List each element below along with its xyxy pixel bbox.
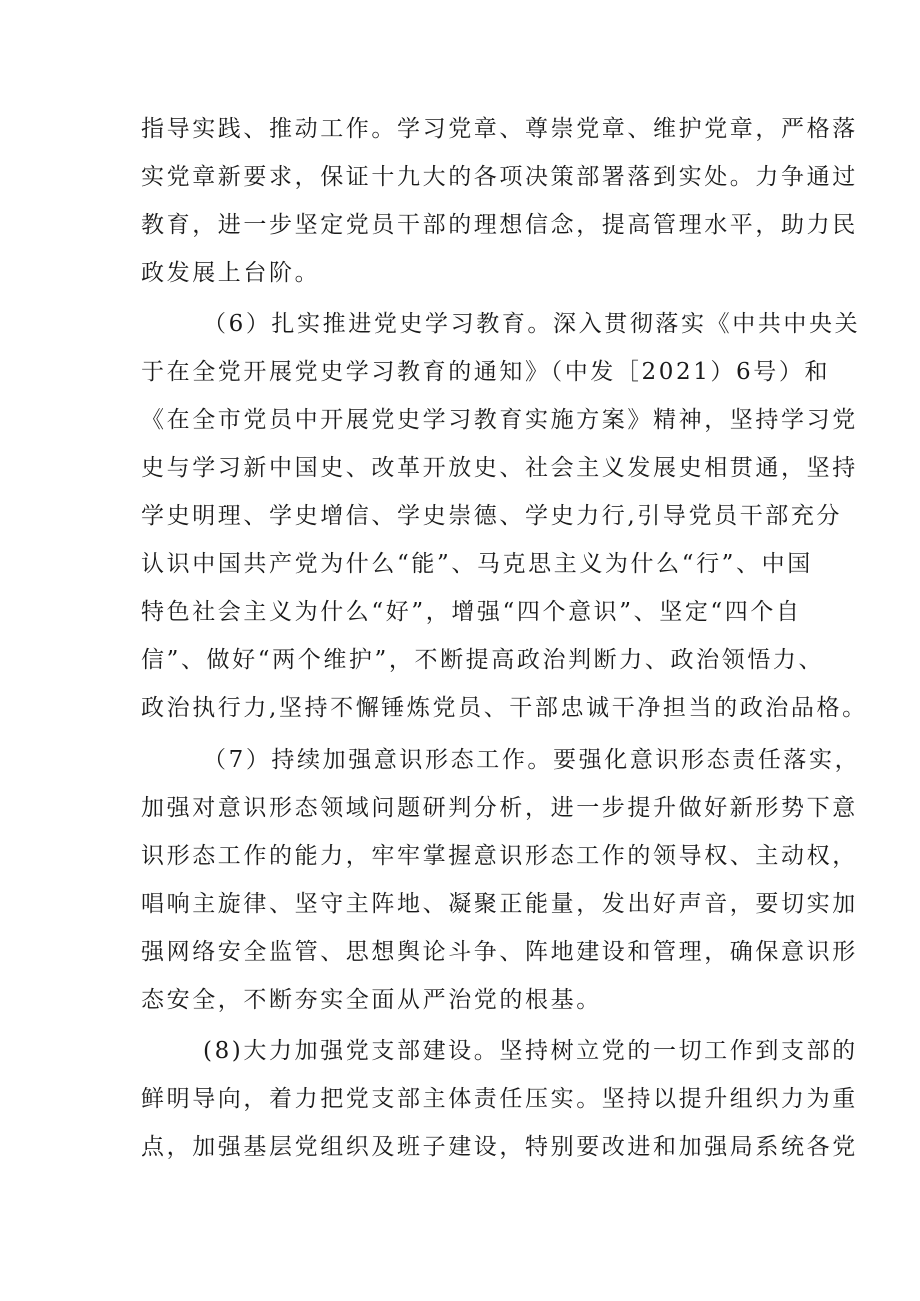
paragraph-8-line-1: (8)大力加强党支部建设。坚持树立党的一切工作到支部的 [203,1038,858,1064]
paragraph-7-line-4: 唱响主旋律、坚守主阵地、凝聚正能量，发出好声音，要切实加 [141,891,858,917]
paragraph-6-line-3: 《在全市党员中开展党史学习教育实施方案》精神，坚持学习党 [141,407,858,433]
paragraph-8-line-2: 鲜明导向，着力把党支部主体责任压实。坚持以提升组织力为重 [141,1086,858,1112]
paragraph-7-line-5: 强网络安全监管、思想舆论斗争、阵地建设和管理，确保意识形 [141,939,858,965]
paragraph-7-line-1: （7）持续加强意识形态工作。要强化意识形态责任落实， [203,747,861,773]
paragraph-6-line-4: 史与学习新中国史、改革开放史、社会主义发展史相贯通，坚持 [141,455,858,481]
paragraph-5-line-4: 政发展上台阶。 [141,260,321,286]
paragraph-6-line-2: 于在全党开展党史学习教育的通知》（中发［2021）6号）和 [141,359,831,385]
paragraph-7-line-2: 加强对意识形态领域问题研判分析，进一步提升做好新形势下意 [141,795,858,821]
paragraph-5-line-3: 教育，进一步坚定党员干部的理想信念，提高管理水平，助力民 [141,212,858,238]
paragraph-8-line-3: 点，加强基层党组织及班子建设，特别要改进和加强局系统各党 [141,1134,858,1160]
paragraph-6-line-5: 学史明理、学史增信、学史崇德、学史力行,引导党员干部充分 [141,503,843,529]
paragraph-6-line-1: （6）扎实推进党史学习教育。深入贯彻落实《中共中央关 [203,311,861,337]
paragraph-7-line-3: 识形态工作的能力，牢牢掌握意识形态工作的领导权、主动权， [141,843,858,869]
paragraph-7-line-6: 态安全，不断夯实全面从严治党的根基。 [141,987,602,1013]
paragraph-6-line-6: 认识中国共产党为什么“能”、马克思主义为什么“行”、中国 [141,551,813,577]
paragraph-5-line-1: 指导实践、推动工作。学习党章、尊崇党章、维护党章，严格落 [141,116,858,142]
paragraph-6-line-8: 信”、做好“两个维护”，不断提高政治判断力、政治领悟力、 [141,647,825,673]
paragraph-5-line-2: 实党章新要求，保证十九大的各项决策部署落到实处。力争通过 [141,164,858,190]
paragraph-6-line-9: 政治执行力,坚持不懈锤炼党员、干部忠诚干净担当的政治品格。 [141,695,868,721]
paragraph-6-line-7: 特色社会主义为什么“好”，增强“四个意识”、坚定“四个自 [141,599,802,625]
